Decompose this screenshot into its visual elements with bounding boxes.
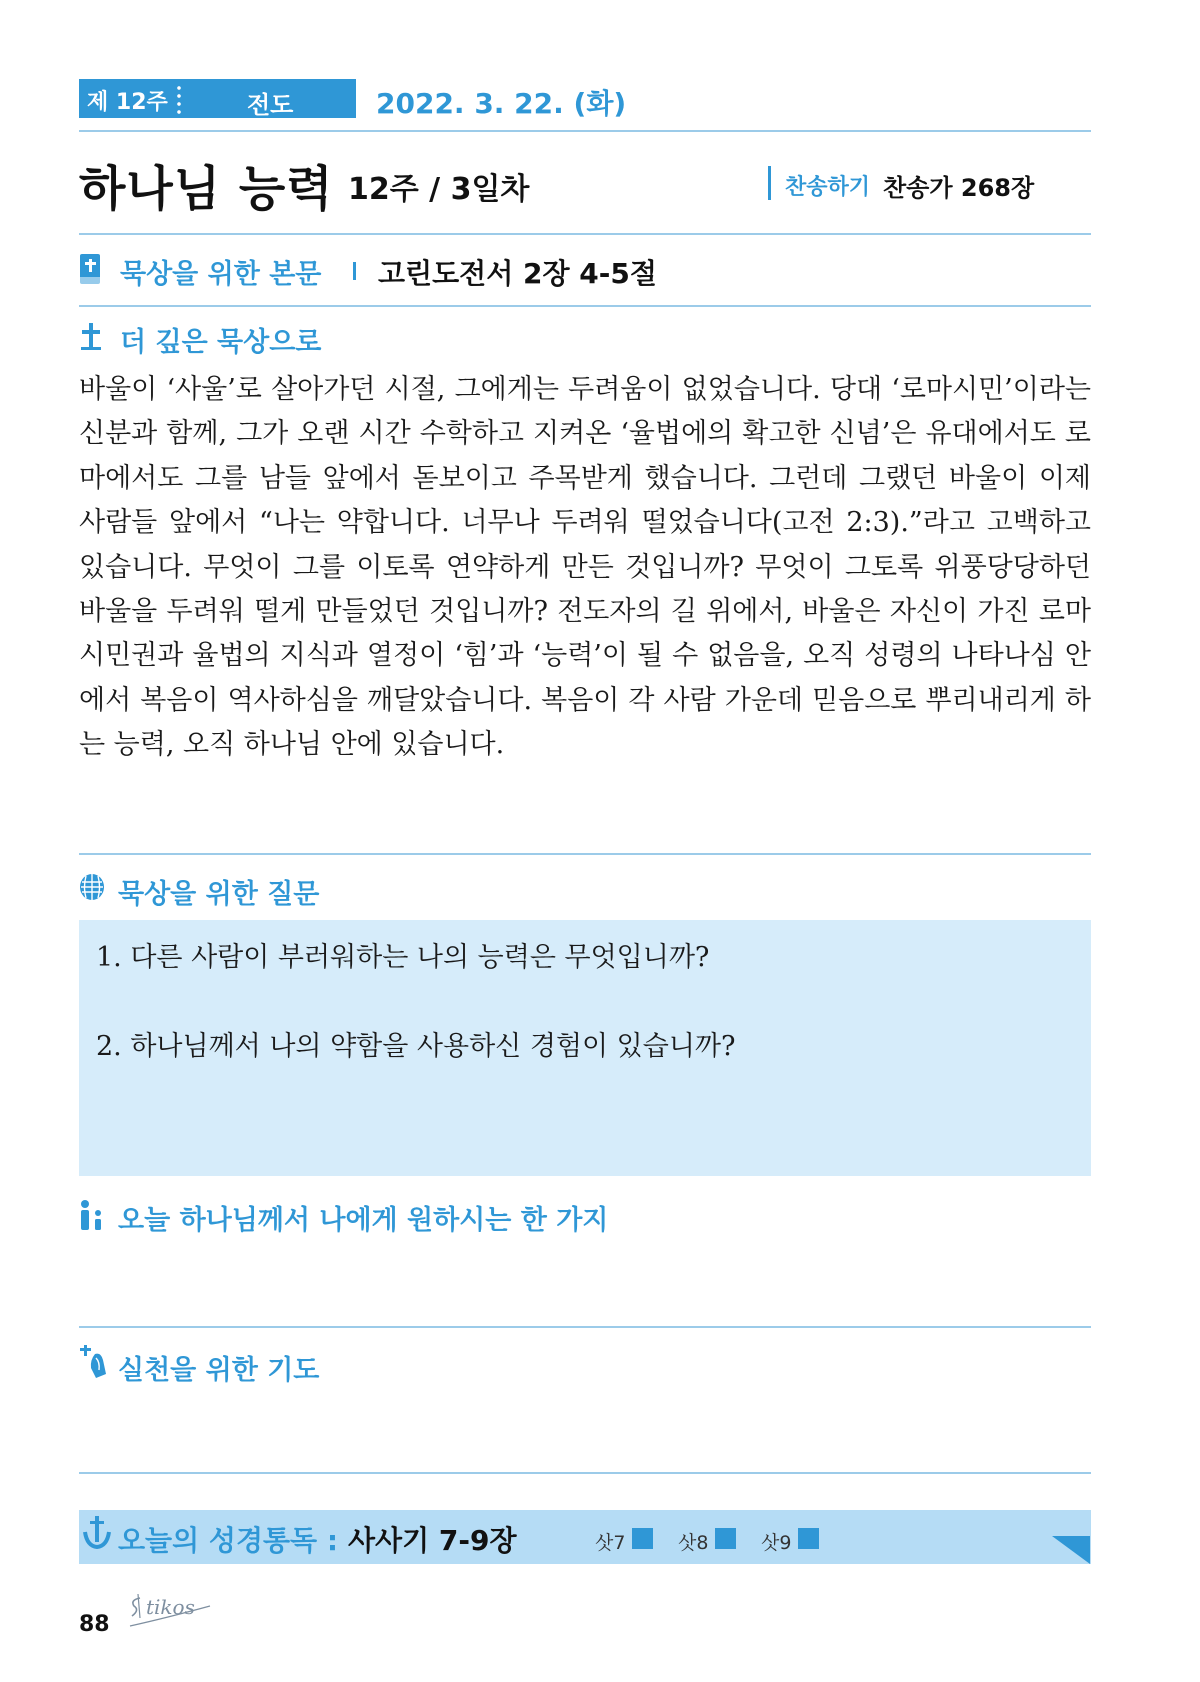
divider xyxy=(79,1326,1091,1328)
cross-icon xyxy=(79,321,103,351)
question-item: 1. 다른 사람이 부러워하는 나의 능력은 무엇입니까? xyxy=(96,942,710,973)
anchor-icon xyxy=(82,1514,112,1550)
divider xyxy=(79,1472,1091,1474)
meditation-heading: 더 깊은 묵상으로 xyxy=(120,327,322,358)
check-label: 삿9 xyxy=(761,1532,792,1554)
dotted-divider xyxy=(177,84,181,114)
week-tag xyxy=(79,79,356,118)
week-label: 제 12주 xyxy=(87,90,168,115)
hymn-value: 찬송가 268장 xyxy=(883,174,1035,202)
page-title: 하나님 능력 xyxy=(79,161,334,217)
scripture-reference: 고린도전서 2장 4-5절 xyxy=(378,257,657,290)
hymn-label: 찬송하기 xyxy=(785,175,871,200)
svg-text:tikos: tikos xyxy=(146,1595,195,1619)
date-label: 2022. 3. 22. (화) xyxy=(376,87,627,120)
checkbox[interactable] xyxy=(632,1528,653,1549)
praying-hands-icon xyxy=(79,1344,109,1380)
questions-heading: 묵상을 위한 질문 xyxy=(118,879,320,910)
checkbox[interactable] xyxy=(798,1528,819,1549)
divider xyxy=(79,233,1091,235)
bible-icon xyxy=(79,253,101,285)
prayer-heading: 실천을 위한 기도 xyxy=(118,1355,320,1386)
divider xyxy=(79,305,1091,307)
reading-value: 사사기 7-9장 xyxy=(348,1524,517,1557)
separator xyxy=(353,262,356,280)
divider xyxy=(79,853,1091,855)
person-info-icon xyxy=(79,1199,105,1231)
check-label: 삿7 xyxy=(595,1532,626,1554)
one-thing-heading: 오늘 하나님께서 나에게 원하시는 한 가지 xyxy=(118,1205,609,1236)
reading-label: 오늘의 성경통독 : xyxy=(118,1524,339,1557)
question-item: 2. 하나님께서 나의 약함을 사용하신 경험이 있습니까? xyxy=(96,1031,736,1062)
checkbox[interactable] xyxy=(715,1528,736,1549)
hymn-bar xyxy=(768,166,771,200)
scripture-heading: 묵상을 위한 본문 xyxy=(120,259,322,290)
page-number: 88 xyxy=(79,1612,110,1637)
page-corner xyxy=(1052,1536,1090,1564)
check-label: 삿8 xyxy=(678,1532,709,1554)
question-box xyxy=(79,920,1091,1176)
globe-icon xyxy=(79,873,105,901)
category-label: 전도 xyxy=(247,91,294,119)
signature-logo xyxy=(126,1588,216,1632)
page-subtitle: 12주 / 3일차 xyxy=(348,172,530,207)
meditation-text: 바울이 ‘사울’로 살아가던 시절, 그에게는 두려움이 없었습니다. 당대 ‘로마시민’이라는 신분과 함께, 그가 오랜 시간 수학하고 지켜온 ‘율법에의 확고한 신념’은 유대에서도 로마에서도 그를 남들 앞에서 돋보이고 주목받게 했습니다. 그런데 그랬던 바울이 이제 사람들 앞에서 “나는 약합니다. 너무나 두려워 떨었습니다(고전 2:3).”라고 고백하고 있습니다. 무엇이 그를 이토록 연약하게 만든 것입니까? 무엇이 그토록 위풍당당하던 바울을 두려워 떨게 만들었던 것입니까? 전도자의 길 위에서, 바울은 자신이 가진 로마시민권과 율법의 지식과 열정이 ‘힘’과 ‘능력’이 될 수 없음을, 오직 성령의 나타나심 안에서 복음이 역사하심을 깨달았습니다. 복음이 각 사람 가운데 믿음으로 뿌리내리게 하는 능력, 오직 하나님 안에 있습니다. xyxy=(79,374,1091,761)
divider xyxy=(79,130,1091,132)
